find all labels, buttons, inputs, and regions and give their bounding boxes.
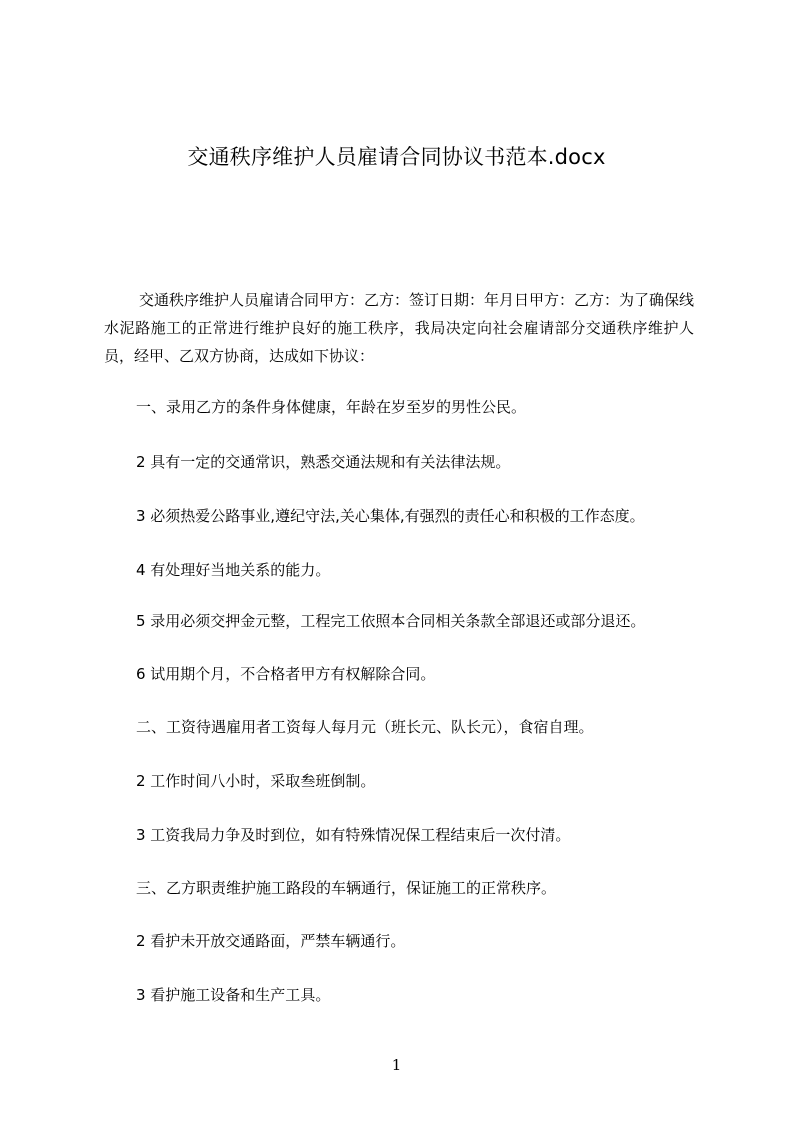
- page-number: 1: [391, 1056, 402, 1074]
- clause-3-1: 三、乙方职责维护施工路段的车辆通行，保证施工的正常秩序。: [136, 879, 557, 897]
- clause-1-2: 2 具有一定的交通常识，熟悉交通法规和有关法律法规。: [136, 453, 511, 471]
- clause-1-3: 3 必须热爱公路事业,遵纪守法,关心集体,有强烈的责任心和积极的工作态度。: [136, 507, 645, 525]
- clause-3-2: 2 看护未开放交通路面，严禁车辆通行。: [136, 932, 406, 950]
- clause-1-6: 6 试用期个月，不合格者甲方有权解除合同。: [136, 665, 436, 683]
- clause-1-4: 4 有处理好当地关系的能力。: [136, 561, 331, 579]
- clause-2-3: 3 工资我局力争及时到位，如有特殊情况保工程结束后一次付清。: [136, 826, 571, 844]
- clause-2-1: 二、工资待遇雇用者工资每人每月元（班长元、队长元），食宿自理。: [136, 718, 594, 736]
- clause-1-1: 一、录用乙方的条件身体健康，年龄在岁至岁的男性公民。: [136, 398, 527, 416]
- document-title: 交通秩序维护人员雇请合同协议书范本.docx: [187, 145, 606, 169]
- clause-2-2: 2 工作时间八小时，采取叁班倒制。: [136, 772, 376, 790]
- clause-1-5: 5 录用必须交押金元整，工程完工依照本合同相关条款全部退还或部分退还。: [136, 612, 646, 630]
- clause-3-3: 3 看护施工设备和生产工具。: [136, 986, 331, 1004]
- intro-paragraph: 交通秩序维护人员雇请合同甲方：乙方：签订日期：年月日甲方：乙方：为了确保线水泥路施工的正常进行维护良好的施工秩序，我局决定向社会雇请部分交通秩序维护人员，经甲、乙双方协商，达成如下协议：: [104, 291, 695, 365]
